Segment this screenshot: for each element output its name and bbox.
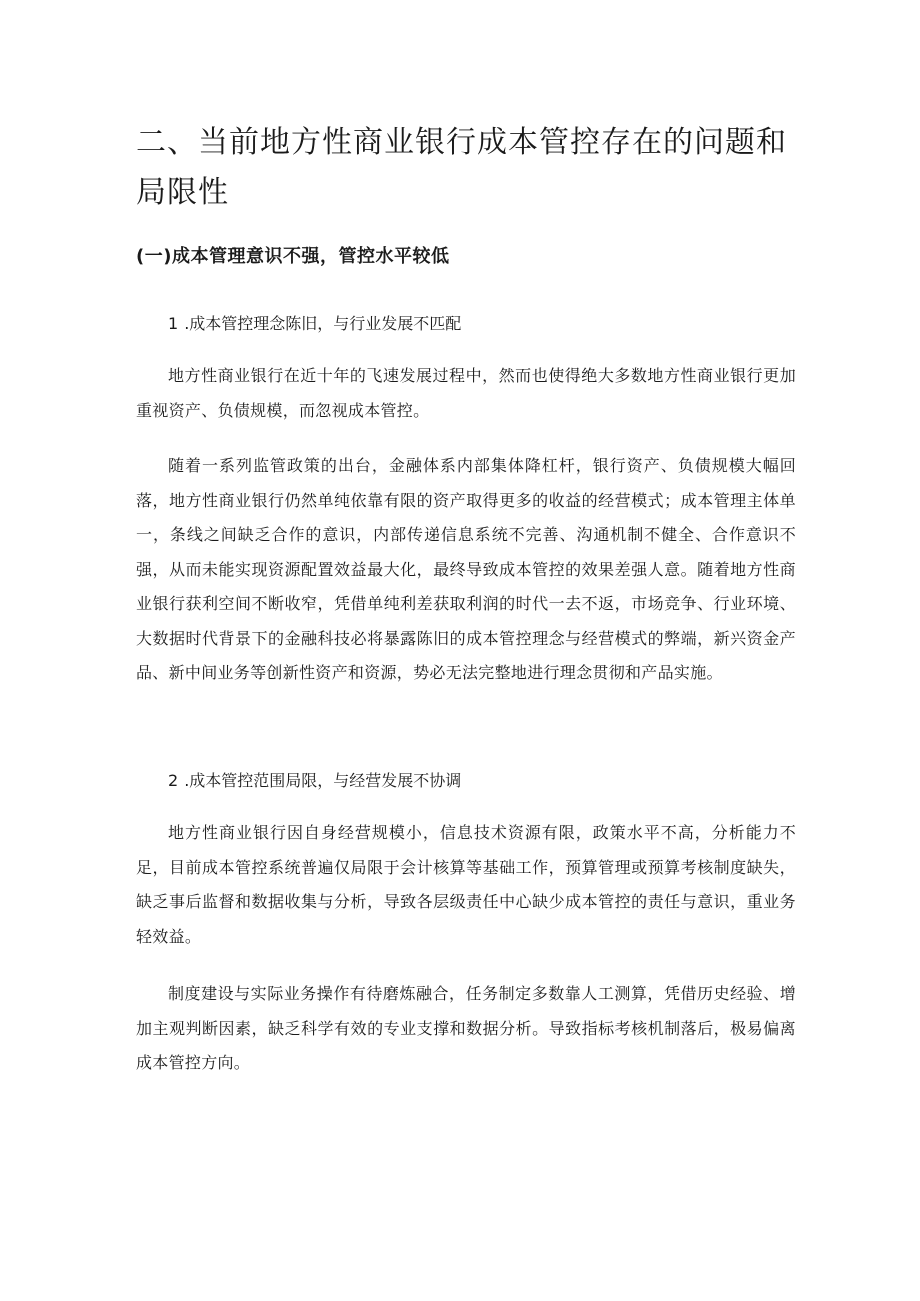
item-title-text: .成本管控范围局限，与经营发展不协调 bbox=[184, 771, 462, 790]
paragraph: 随着一系列监管政策的出台，金融体系内部集体降杠杆，银行资产、负债规模大幅回落，地方性商业银行仍然单纯依靠有限的资产取得更多的收益的经营模式；成本管理主体单一，条线之间缺乏合作的意识，内部传递信息系统不完善、沟通机制不健全、合作意识不强，从而未能实现资源配置效益最大化，最终导致成本管控的效果差强人意。随着地方性商业银行获利空间不断收窄，凭借单纯利差获取利润的时代一去不返，市场竞争、行业环境、大数据时代背景下的金融科技必将暴露陈旧的成本管控理念与经营模式的弊端，新兴资金产品、新中间业务等创新性资产和资源，势必无法完整地进行理念贯彻和产品实施。 bbox=[136, 456, 796, 682]
subsection-heading: (一)成本管理意识不强，管控水平较低 bbox=[136, 246, 450, 267]
paragraph: 地方性商业银行在近十年的飞速发展过程中，然而也使得绝大多数地方性商业银行更加重视资产、负债规模，而忽视成本管控。 bbox=[136, 366, 796, 420]
item-number: 2 bbox=[168, 771, 179, 790]
section-heading: 二、当前地方性商业银行成本管控存在的问题和局限性 bbox=[136, 125, 787, 210]
item-title-1 bbox=[168, 310, 461, 338]
item-title-text: .成本管控理念陈旧，与行业发展不匹配 bbox=[184, 314, 462, 333]
paragraph: 地方性商业银行因自身经营规模小，信息技术资源有限，政策水平不高，分析能力不足，目前成本管控系统普遍仅局限于会计核算等基础工作，预算管理或预算考核制度缺失，缺乏事后监督和数据收集与分析，导致各层级责任中心缺少成本管控的责任与意识，重业务轻效益。 bbox=[136, 823, 796, 946]
item-number: 1 bbox=[168, 314, 179, 333]
item-title-2 bbox=[168, 767, 461, 795]
paragraph: 制度建设与实际业务操作有待磨炼融合，任务制定多数靠人工测算，凭借历史经验、增加主观判断因素，缺乏科学有效的专业支撑和数据分析。导致指标考核机制落后，极易偏离成本管控方向。 bbox=[136, 984, 796, 1072]
